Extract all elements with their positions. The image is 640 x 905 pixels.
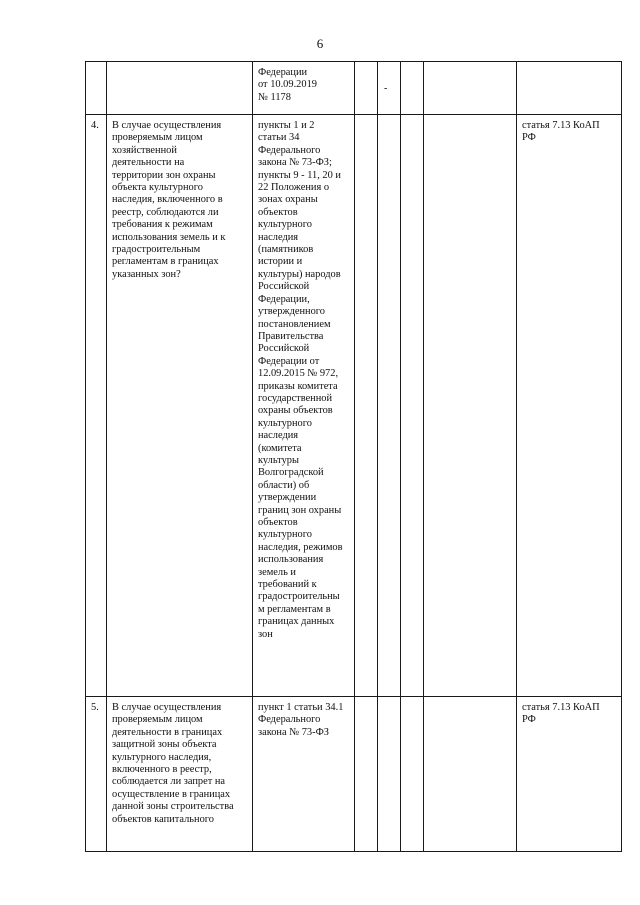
text-line: статья 7.13 КоАП [522,120,600,131]
text-line: Федерации от [258,355,320,367]
text-line: осуществление в границах [112,788,231,800]
text-line: от 10.09.2019 [258,79,317,91]
answer-no-cell [378,697,401,852]
text-line: территории зон охраны [112,169,216,181]
answer-yes-cell [355,115,378,697]
text-line: закона № 73-ФЗ; [258,157,332,169]
text-line: культурного [258,219,312,231]
note-cell [424,115,517,697]
checklist-table [85,61,622,852]
answer-na-cell [401,115,424,697]
text-line: Федерации, [258,293,310,305]
text-line: градостроительны [258,591,340,603]
text-line: истории и [258,256,303,268]
text-line: границ зон охраны [258,504,342,516]
note-cell [424,62,517,115]
text-line: охраны объектов [258,405,333,417]
row-number-cell: 5. [86,697,107,852]
table-row [86,115,622,697]
text-line: В случае осуществления [112,120,222,131]
liability-cell [517,697,622,852]
text-line: утвержденного [258,306,325,318]
answer-na-cell [401,62,424,115]
text-line: Волгоградской [258,467,324,479]
text-line: 12.09.2015 № 972, [258,368,339,380]
text-line: РФ [522,714,536,726]
text-line: культурного [258,417,312,429]
text-line: включенного в реестр, [112,764,212,776]
question-cell [107,62,253,115]
text-line: зонах охраны [258,194,318,206]
text-line: (комитета [258,442,302,454]
text-line: проверяемым лицом [112,132,203,144]
text-line: Федерации [258,67,308,78]
text-line: данной зоны строительства [112,801,234,813]
row-number-cell [86,62,107,115]
answer-yes-cell [355,697,378,852]
text-line: закона № 73-ФЗ [258,726,329,738]
text-line: использования земель и к [112,231,226,243]
text-line: Федерального [258,714,321,726]
text-line: культурного наследия, [112,751,212,763]
text-line: защитной зоны объекта [112,739,217,751]
text-line: Правительства [258,330,324,342]
text-line: пункты 9 - 11, 20 и [258,169,341,181]
answer-na-cell [401,697,424,852]
text-line: РФ [522,132,536,144]
text-line: регламентам в границах [112,256,219,268]
text-line: утверждении [258,492,317,504]
table-row [86,62,622,115]
text-line: соблюдается ли запрет на [112,776,226,788]
text-line: зон [258,628,273,640]
text-line: земель и [258,566,296,578]
text-line: области) об [258,479,310,491]
text-line: проверяемым лицом [112,714,203,726]
answer-no-cell [378,62,401,115]
legal-basis-cell [253,697,355,852]
answer-yes-cell [355,62,378,115]
text-line: наследия [258,231,299,243]
text-line: объектов [258,206,298,218]
legal-basis-cell [253,115,355,697]
text-line: культуры [258,454,299,466]
text-line: м регламентам в [258,603,331,615]
text-line: статьи 34 [258,132,300,144]
liability-cell [517,62,622,115]
text-line: культурного [258,529,312,541]
text-line: государственной [258,392,333,404]
text-line: пункт 1 статьи 34.1 [258,702,344,713]
text-line: № 1178 [258,91,291,103]
text-line: объекта культурного [112,182,203,194]
text-line: Российской [258,281,310,293]
liability-cell [517,115,622,697]
text-line: В случае осуществления [112,702,222,713]
answer-no-cell [378,115,401,697]
question-cell [107,115,253,697]
text-line: требования к режимам [112,219,213,231]
text-line: указанных зон? [112,268,181,280]
text-line: 22 Положения о [258,182,330,194]
question-cell [107,697,253,852]
text-line: градостроительным [112,244,201,256]
note-cell [424,697,517,852]
text-line: реестр, соблюдаются ли [112,206,219,218]
text-line: деятельности в границах [112,726,223,738]
text-line: границах данных [258,616,335,628]
dash-mark: - [384,83,388,94]
text-line: деятельности на [112,157,185,169]
text-line: требований к [258,579,317,591]
legal-basis-cell [253,62,355,115]
text-line: Российской [258,343,310,355]
text-line: хозяйственной [112,144,177,156]
text-line: приказы комитета [258,380,338,392]
text-line: (памятников [258,244,314,256]
table-row [86,697,622,852]
text-line: использования [258,554,324,566]
page-number: 6 [316,36,324,51]
text-line: Федерального [258,144,321,156]
text-line: постановлением [258,318,331,330]
text-line: объектов [258,517,298,528]
text-line: объектов капитального [112,813,214,825]
text-line: наследия, режимов [258,541,343,553]
text-line: наследия, включенного в [112,194,223,206]
text-line: статья 7.13 КоАП [522,702,600,713]
text-line: наследия [258,430,299,442]
text-line: культуры) народов [258,268,341,280]
text-line: пункты 1 и 2 [258,120,315,131]
row-number-cell: 4. [86,115,107,697]
